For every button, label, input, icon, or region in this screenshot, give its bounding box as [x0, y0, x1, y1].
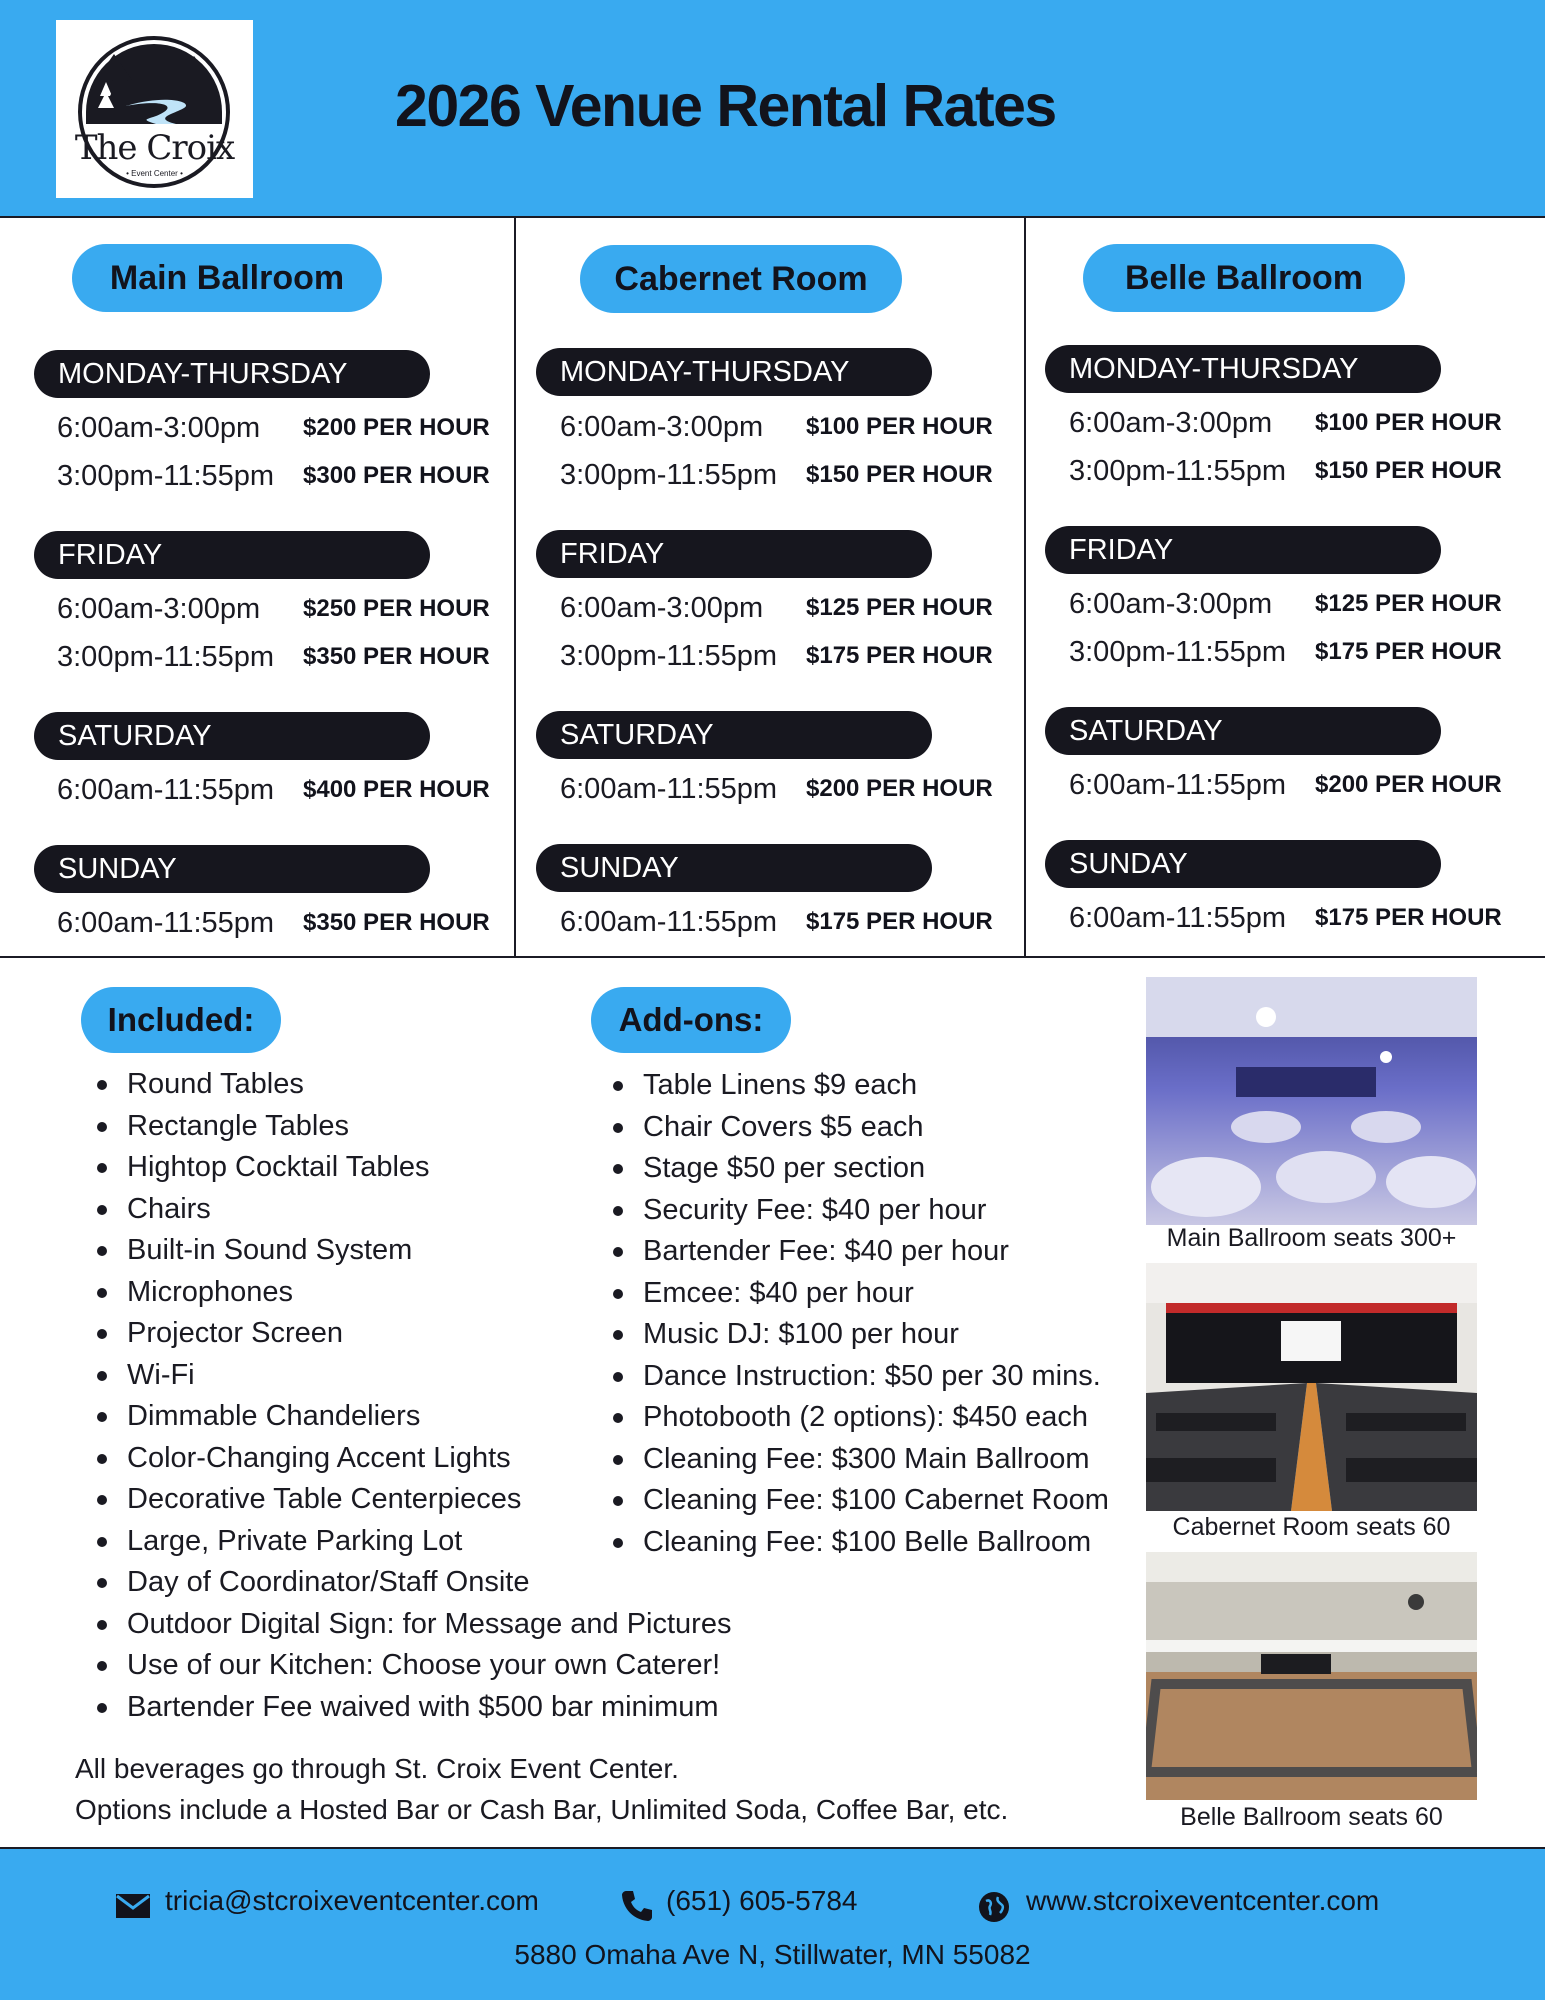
- address: 5880 Omaha Ave N, Stillwater, MN 55082: [514, 1939, 1031, 1970]
- included-title: Included:: [81, 987, 281, 1053]
- list-item: Day of Coordinator/Staff Onsite: [127, 1562, 731, 1604]
- photo-main-ballroom: [1146, 977, 1477, 1225]
- envelope-icon: [115, 1893, 151, 1919]
- day-bar: FRIDAY: [536, 530, 932, 578]
- rate-price: $400 PER HOUR: [303, 776, 490, 803]
- room-title: Cabernet Room: [580, 245, 902, 313]
- day-bar: SATURDAY: [536, 711, 932, 759]
- rate-price: $150 PER HOUR: [1315, 457, 1502, 484]
- footer: [0, 1847, 1545, 2000]
- room-column-cabernet-room: [516, 218, 1024, 958]
- list-item: Table Linens $9 each: [643, 1065, 1109, 1107]
- day-bar: MONDAY-THURSDAY: [536, 348, 932, 396]
- list-item: Outdoor Digital Sign: for Message and Pictures: [127, 1604, 731, 1646]
- rate-time: 6:00am-11:55pm: [560, 773, 778, 805]
- list-item: Cleaning Fee: $100 Cabernet Room: [643, 1480, 1109, 1522]
- logo-subtitle: • Event Center •: [126, 169, 183, 178]
- rate-time: 6:00am-3:00pm: [57, 412, 261, 444]
- day-bar: SATURDAY: [1045, 707, 1441, 755]
- logo: [56, 20, 253, 198]
- photo-caption: Cabernet Room seats 60: [1172, 1513, 1451, 1541]
- rate-time: 6:00am-3:00pm: [1069, 588, 1273, 620]
- list-item: Chairs: [127, 1189, 731, 1231]
- list-item: Bartender Fee: $40 per hour: [643, 1231, 1109, 1273]
- rate-time: 6:00am-11:55pm: [1069, 769, 1287, 801]
- list-item: Cleaning Fee: $300 Main Ballroom: [643, 1439, 1109, 1481]
- list-item: Rectangle Tables: [127, 1106, 731, 1148]
- list-item: Decorative Table Centerpieces: [127, 1479, 731, 1521]
- list-item: Emcee: $40 per hour: [643, 1273, 1109, 1315]
- photo-cabernet-room: [1146, 1263, 1477, 1511]
- photo-caption: Main Ballroom seats 300+: [1166, 1224, 1457, 1252]
- rate-price: $100 PER HOUR: [1315, 409, 1502, 436]
- list-item: Hightop Cocktail Tables: [127, 1147, 731, 1189]
- photo-caption: Belle Ballroom seats 60: [1180, 1803, 1443, 1831]
- rate-time: 3:00pm-11:55pm: [1069, 636, 1287, 668]
- day-bar: SATURDAY: [34, 712, 430, 760]
- room-column-belle-ballroom: [1026, 218, 1545, 958]
- rate-time: 6:00am-3:00pm: [560, 411, 764, 443]
- rate-price: $175 PER HOUR: [1315, 638, 1502, 665]
- globe-icon: [978, 1891, 1010, 1923]
- list-item: Dimmable Chandeliers: [127, 1396, 731, 1438]
- day-bar: MONDAY-THURSDAY: [1045, 345, 1441, 393]
- rate-price: $125 PER HOUR: [1315, 590, 1502, 617]
- rate-price: $350 PER HOUR: [303, 909, 490, 936]
- logo-name: The Croix: [74, 128, 235, 168]
- rate-time: 3:00pm-11:55pm: [560, 459, 778, 491]
- rate-price: $125 PER HOUR: [806, 594, 993, 621]
- website-link[interactable]: www.stcroixeventcenter.com: [1026, 1885, 1380, 1916]
- room-title: Main Ballroom: [72, 244, 382, 312]
- room-title: Belle Ballroom: [1083, 244, 1405, 312]
- list-item: Projector Screen: [127, 1313, 731, 1355]
- rate-time: 6:00am-3:00pm: [560, 592, 764, 624]
- rate-price: $300 PER HOUR: [303, 462, 490, 489]
- addons-title: Add-ons:: [591, 987, 791, 1053]
- header: [0, 0, 1545, 218]
- list-item: Music DJ: $100 per hour: [643, 1314, 1109, 1356]
- list-item: Built-in Sound System: [127, 1230, 731, 1272]
- list-item: Large, Private Parking Lot: [127, 1521, 731, 1563]
- day-bar: FRIDAY: [34, 531, 430, 579]
- photo-belle-ballroom: [1146, 1552, 1477, 1800]
- rate-time: 3:00pm-11:55pm: [1069, 455, 1287, 487]
- day-bar: SUNDAY: [1045, 840, 1441, 888]
- beverages-note: Options include a Hosted Bar or Cash Bar, Unlimited Soda, Coffee Bar, etc.: [75, 1794, 1009, 1825]
- rate-time: 3:00pm-11:55pm: [560, 640, 778, 672]
- list-item: Photobooth (2 options): $450 each: [643, 1397, 1109, 1439]
- day-bar: MONDAY-THURSDAY: [34, 350, 430, 398]
- addons-list: [643, 1065, 1109, 1563]
- rate-time: 3:00pm-11:55pm: [57, 641, 275, 673]
- rate-price: $200 PER HOUR: [806, 775, 993, 802]
- list-item: Wi-Fi: [127, 1355, 731, 1397]
- day-bar: SUNDAY: [34, 845, 430, 893]
- day-bar: SUNDAY: [536, 844, 932, 892]
- rate-price: $200 PER HOUR: [303, 414, 490, 441]
- list-item: Bartender Fee waived with $500 bar minimum: [127, 1687, 731, 1729]
- rate-time: 6:00am-11:55pm: [1069, 902, 1287, 934]
- rate-price: $100 PER HOUR: [806, 413, 993, 440]
- beverages-note: All beverages go through St. Croix Event Center.: [75, 1753, 679, 1784]
- email-link[interactable]: tricia@stcroixeventcenter.com: [165, 1885, 539, 1916]
- day-bar: FRIDAY: [1045, 526, 1441, 574]
- list-item: Security Fee: $40 per hour: [643, 1190, 1109, 1232]
- phone-link[interactable]: (651) 605-5784: [666, 1885, 858, 1916]
- included-list: [127, 1064, 731, 1728]
- rate-price: $175 PER HOUR: [806, 908, 993, 935]
- room-column-main-ballroom: [0, 218, 514, 958]
- rate-price: $175 PER HOUR: [806, 642, 993, 669]
- rate-price: $150 PER HOUR: [806, 461, 993, 488]
- rate-time: 6:00am-3:00pm: [1069, 407, 1273, 439]
- rate-time: 6:00am-3:00pm: [57, 593, 261, 625]
- list-item: Dance Instruction: $50 per 30 mins.: [643, 1356, 1109, 1398]
- list-item: Cleaning Fee: $100 Belle Ballroom: [643, 1522, 1109, 1564]
- rate-price: $175 PER HOUR: [1315, 904, 1502, 931]
- list-item: Microphones: [127, 1272, 731, 1314]
- list-item: Round Tables: [127, 1064, 731, 1106]
- list-item: Color-Changing Accent Lights: [127, 1438, 731, 1480]
- rate-price: $350 PER HOUR: [303, 643, 490, 670]
- rate-time: 3:00pm-11:55pm: [57, 460, 275, 492]
- list-item: Chair Covers $5 each: [643, 1107, 1109, 1149]
- list-item: Stage $50 per section: [643, 1148, 1109, 1190]
- list-item: Use of our Kitchen: Choose your own Caterer!: [127, 1645, 731, 1687]
- rate-time: 6:00am-11:55pm: [57, 774, 275, 806]
- phone-icon: [620, 1889, 654, 1923]
- rate-price: $200 PER HOUR: [1315, 771, 1502, 798]
- rates-section: [0, 218, 1545, 958]
- rate-time: 6:00am-11:55pm: [57, 907, 275, 939]
- rate-price: $250 PER HOUR: [303, 595, 490, 622]
- rate-time: 6:00am-11:55pm: [560, 906, 778, 938]
- page-title: 2026 Venue Rental Rates: [395, 73, 1056, 139]
